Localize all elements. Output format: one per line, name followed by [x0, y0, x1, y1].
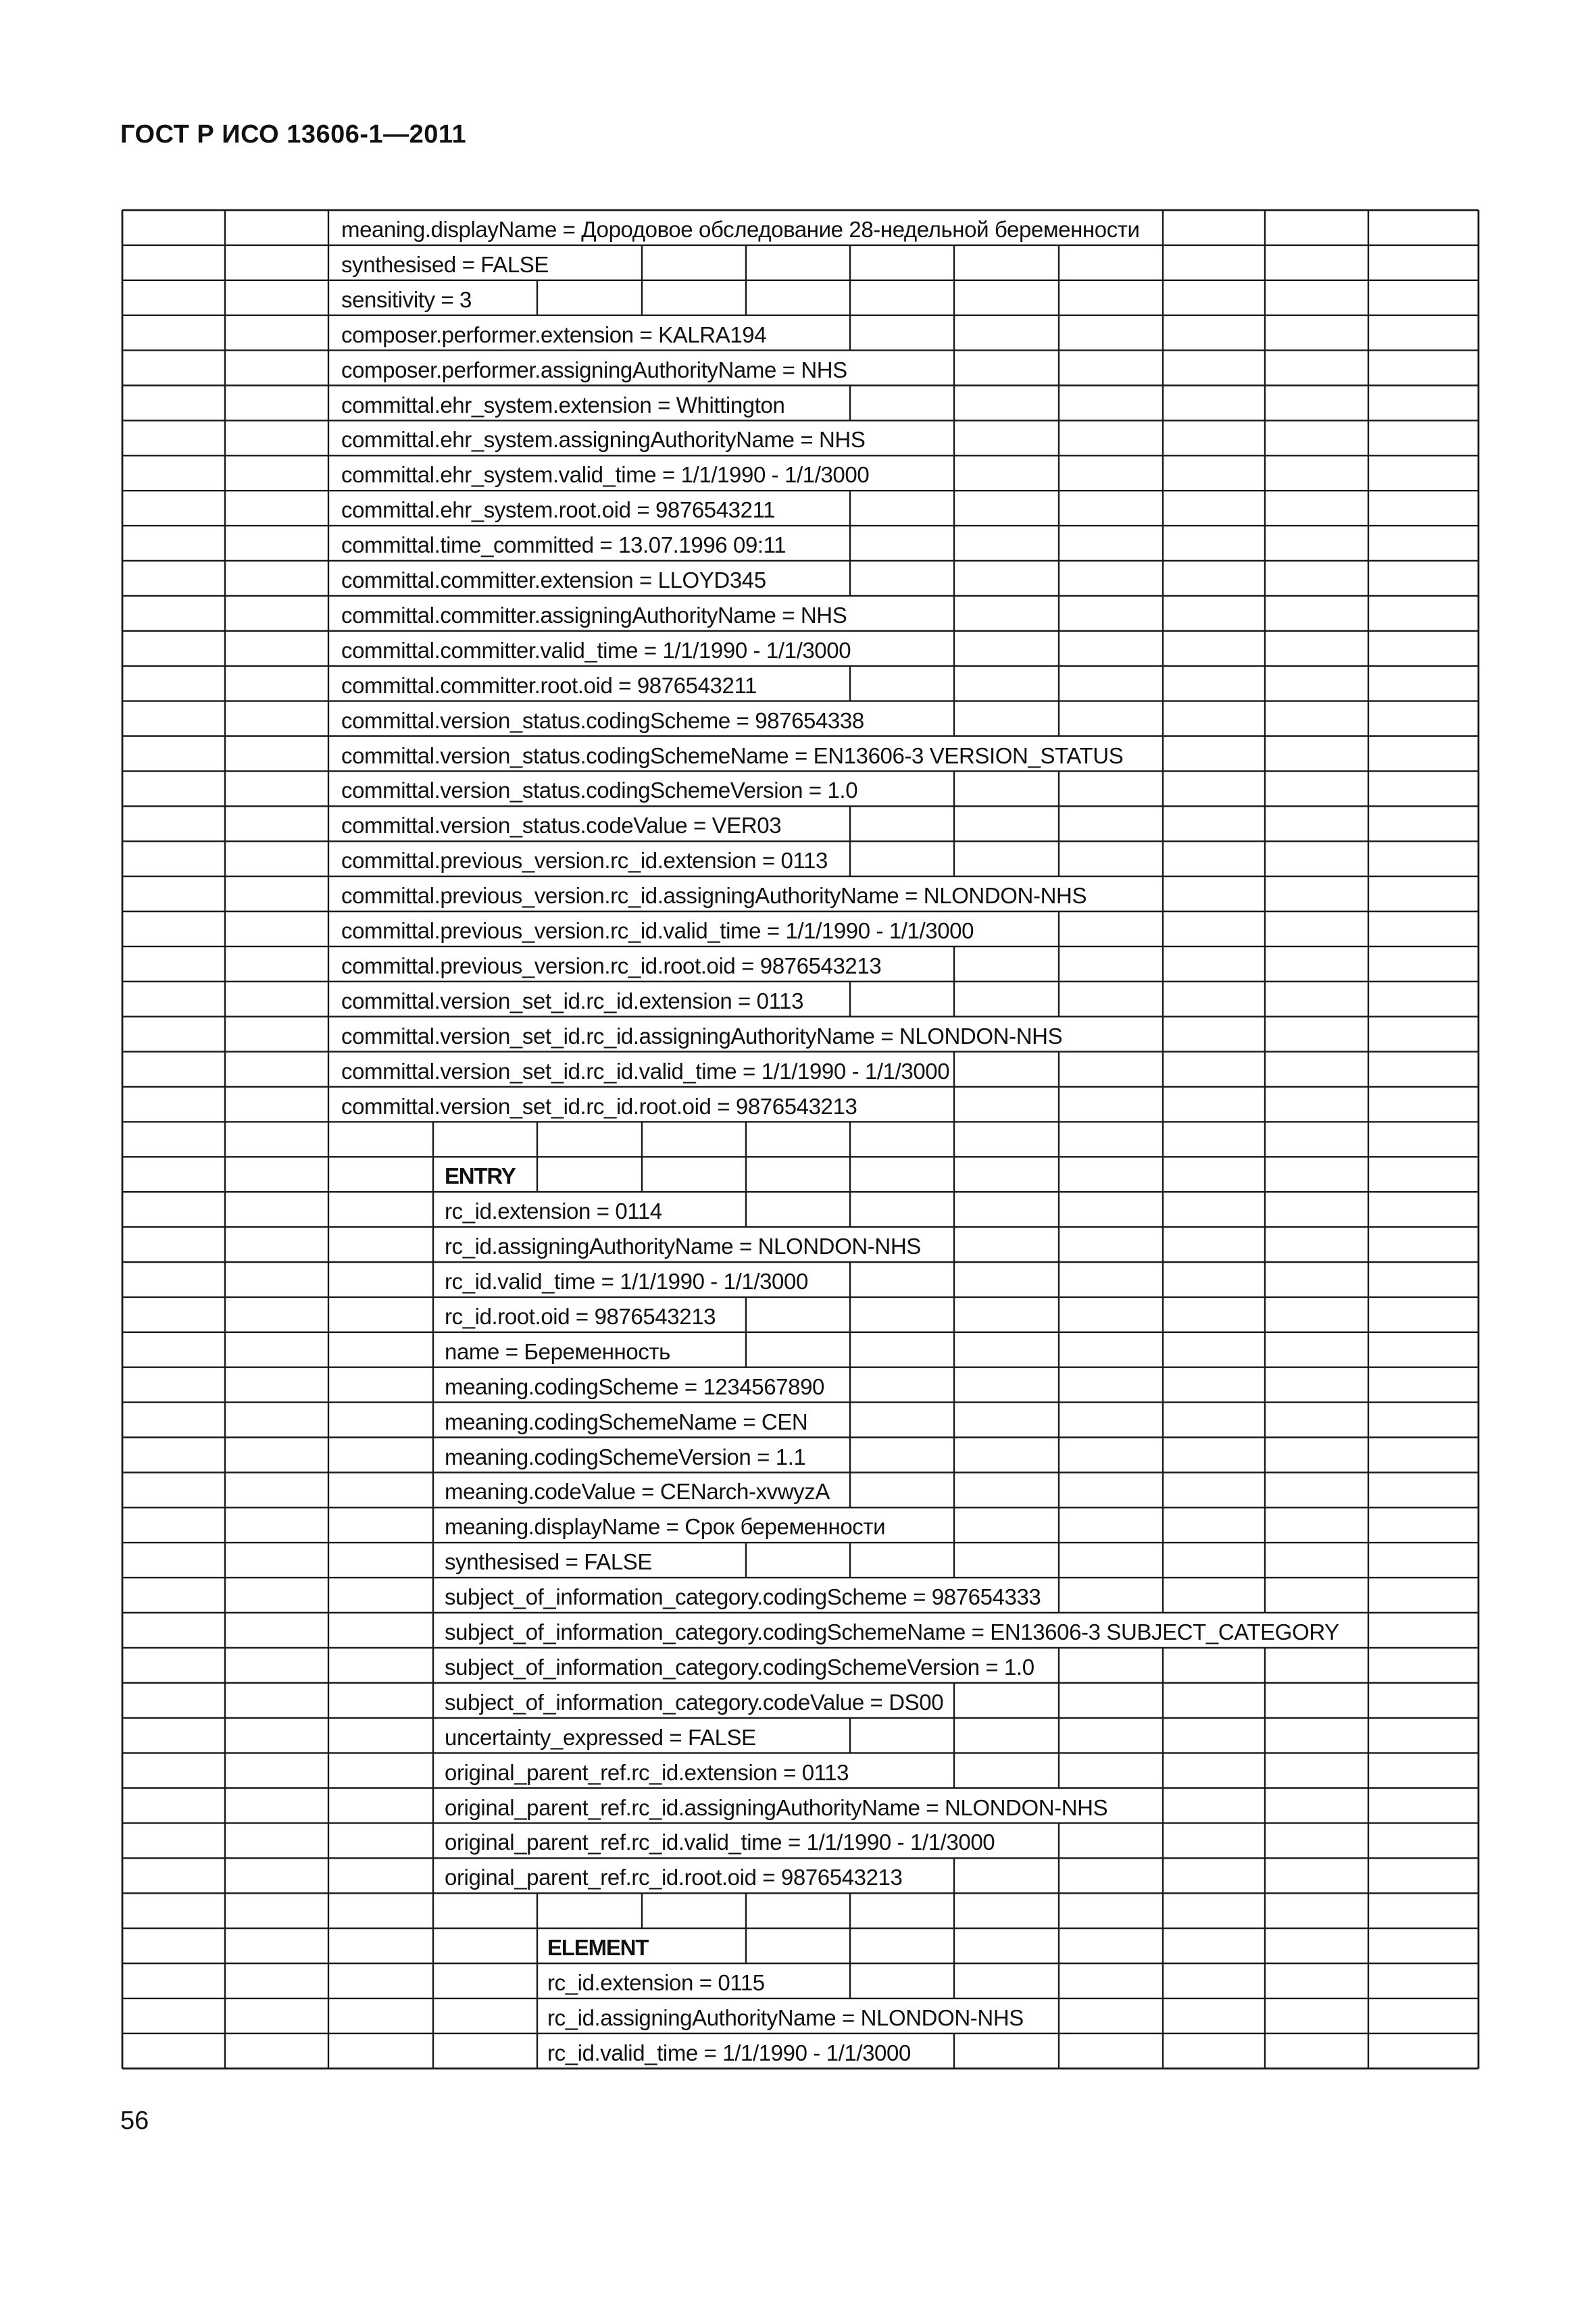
- table-row-text: original_parent_ref.rc_id.root.oid = 9876543213: [445, 1865, 903, 1890]
- table-row-text: committal.previous_version.rc_id.assigningAuthorityName = NLONDON-NHS: [341, 883, 1087, 909]
- table-row-text: composer.performer.assigningAuthorityName = NHS: [341, 357, 847, 382]
- table-row-text: committal.previous_version.rc_id.extension = 0113: [341, 848, 828, 874]
- table-row-text: subject_of_information_category.codingScheme = 987654333: [445, 1584, 1041, 1610]
- section-heading: ELEMENT: [547, 1935, 649, 1961]
- table-row-text: committal.committer.assigningAuthorityName = NHS: [341, 602, 847, 628]
- table-row-text: committal.version_set_id.rc_id.assigningAuthorityName = NLONDON-NHS: [341, 1023, 1063, 1049]
- table-row-text: rc_id.extension = 0115: [547, 1970, 765, 1995]
- table-row-text: meaning.displayName = Срок беременности: [445, 1514, 886, 1540]
- section-heading: ENTRY: [445, 1163, 516, 1189]
- table-row-text: synthesised = FALSE: [445, 1549, 652, 1575]
- table-row-text: committal.committer.root.oid = 9876543211: [341, 672, 757, 698]
- table-row-text: name = Беременность: [445, 1338, 670, 1364]
- table-row-text: meaning.codingSchemeVersion = 1.1: [445, 1444, 806, 1469]
- table-row-text: composer.performer.extension = KALRA194: [341, 322, 767, 347]
- table-row-text: committal.committer.extension = LLOYD345: [341, 568, 766, 593]
- page-number: 56: [120, 2107, 149, 2135]
- table-row-text: committal.version_status.codingScheme = 987654338: [341, 707, 864, 733]
- table-row-text: rc_id.extension = 0114: [445, 1199, 662, 1224]
- table-row-text: committal.previous_version.rc_id.root.oid = 9876543213: [341, 953, 882, 978]
- table-row-text: meaning.codingSchemeName = CEN: [445, 1409, 808, 1434]
- table-row-text: committal.committer.valid_time = 1/1/1990 - 1/1/3000: [341, 637, 851, 663]
- table-row-text: committal.previous_version.rc_id.valid_time = 1/1/1990 - 1/1/3000: [341, 918, 974, 943]
- table-row-text: rc_id.root.oid = 9876543213: [445, 1303, 716, 1329]
- table-row-text: committal.ehr_system.extension = Whittington: [341, 392, 785, 418]
- table-row-text: rc_id.valid_time = 1/1/1990 - 1/1/3000: [547, 2040, 911, 2065]
- table-row-text: committal.time_committed = 13.07.1996 09:11: [341, 532, 787, 558]
- table-row-text: rc_id.assigningAuthorityName = NLONDON-NHS: [547, 2005, 1024, 2030]
- table-row-text: committal.version_status.codingSchemeName = EN13606-3 VERSION_STATUS: [341, 743, 1124, 768]
- table-row-text: subject_of_information_category.codingSchemeVersion = 1.0: [445, 1654, 1034, 1680]
- table-row-text: committal.version_set_id.rc_id.root.oid = 9876543213: [341, 1093, 857, 1119]
- document-header: ГОСТ Р ИСО 13606-1—2011: [120, 120, 467, 149]
- table-row-text: meaning.codingScheme = 1234567890: [445, 1374, 824, 1399]
- table-row-text: rc_id.valid_time = 1/1/1990 - 1/1/3000: [445, 1269, 808, 1294]
- table-row-text: committal.ehr_system.root.oid = 9876543211: [341, 497, 776, 523]
- table-row-text: original_parent_ref.rc_id.extension = 0113: [445, 1759, 849, 1785]
- table-row-text: rc_id.assigningAuthorityName = NLONDON-NHS: [445, 1234, 921, 1259]
- table-row-text: meaning.codeValue = CENarch-xvwyzA: [445, 1479, 830, 1505]
- table-row-text: committal.ehr_system.valid_time = 1/1/1990 - 1/1/3000: [341, 462, 870, 488]
- table-row-text: committal.version_status.codingSchemeVersion = 1.0: [341, 778, 858, 803]
- table-row-text: committal.version_status.codeValue = VER03: [341, 813, 782, 838]
- table-row-text: original_parent_ref.rc_id.valid_time = 1/1/1990 - 1/1/3000: [445, 1830, 995, 1855]
- table-row-text: original_parent_ref.rc_id.assigningAuthorityName = NLONDON-NHS: [445, 1794, 1108, 1820]
- table-row-text: committal.version_set_id.rc_id.valid_time = 1/1/1990 - 1/1/3000: [341, 1058, 950, 1084]
- table-row-text: synthesised = FALSE: [341, 251, 549, 277]
- table-row-text: sensitivity = 3: [341, 286, 472, 312]
- table-row-text: subject_of_information_category.codingSchemeName = EN13606-3 SUBJECT_CATEGORY: [445, 1619, 1339, 1644]
- table-row-text: uncertainty_expressed = FALSE: [445, 1724, 756, 1750]
- table-row-text: committal.version_set_id.rc_id.extension = 0113: [341, 988, 804, 1013]
- table-row-text: committal.ehr_system.assigningAuthorityName = NHS: [341, 427, 866, 453]
- table-row-text: subject_of_information_category.codeValue = DS00: [445, 1689, 944, 1715]
- table-row-text: meaning.displayName = Дородовое обследование 28-недельной беременности: [341, 217, 1140, 242]
